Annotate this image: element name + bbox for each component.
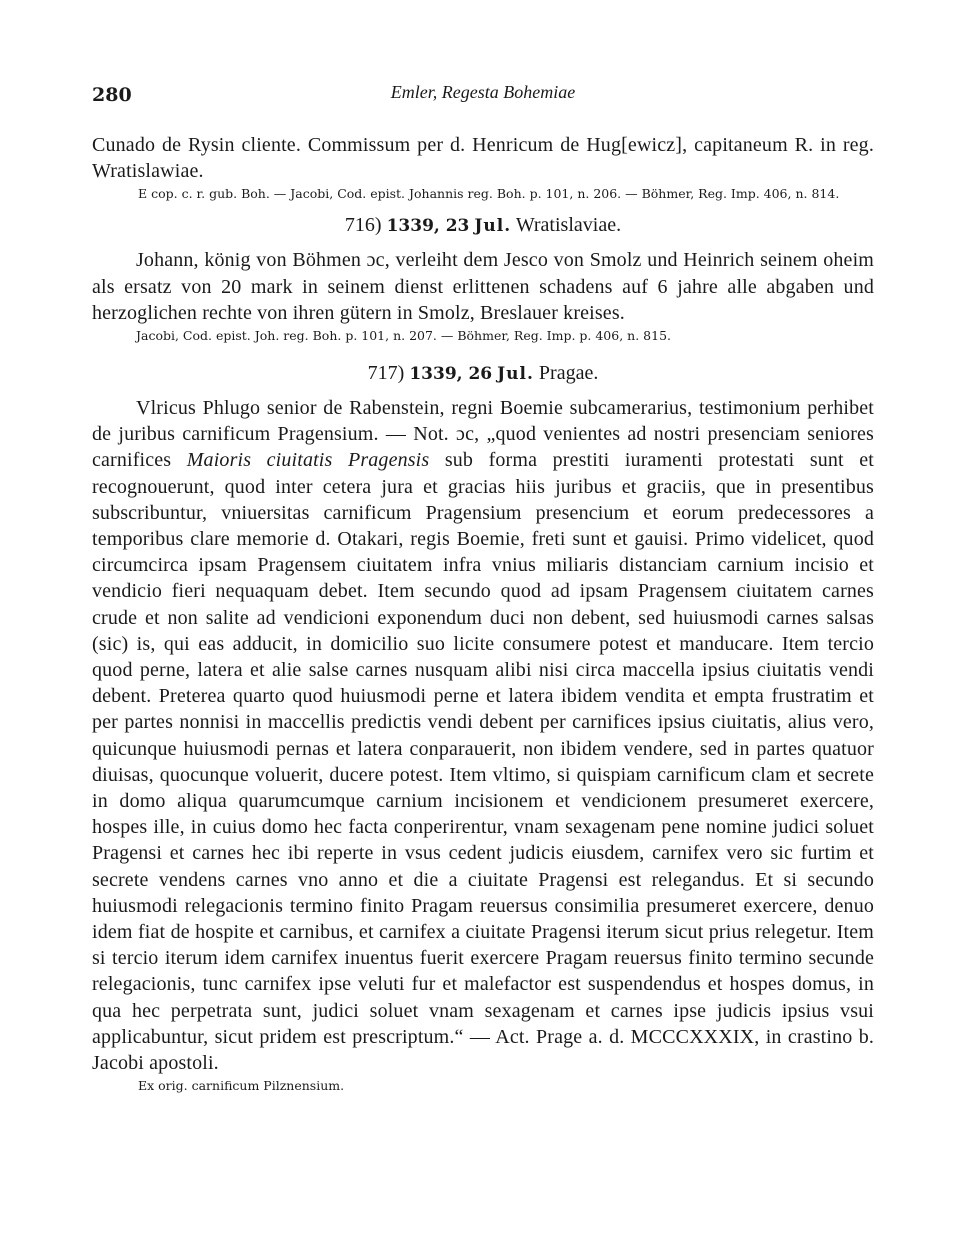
entry-717-date: 1339, 26 xyxy=(409,364,493,385)
running-head: Emler, Regesta Bohemiae xyxy=(390,82,576,102)
entry-716-number: 716) xyxy=(344,214,382,237)
previous-entry-text: Cunado de Rysin cliente. Commissum per d. Henricum de Hug[ewicz], capitaneum R. in reg. Wratislawiae. xyxy=(92,134,874,183)
entry-717-number: 717) xyxy=(367,362,405,385)
entry-717-heading xyxy=(92,362,874,385)
entry-717-text xyxy=(92,395,874,1076)
entry-717-text-part-2: sub forma prestiti iuramenti protestati sunt et recognouerunt, quod inter cetera jura et gracias hiis juribus et graciis, que in presentibus subscribuntur, vniuersitas carnificum Pragensium presencium et eorum predecessores a temporibus clare memorie d. Otakari, regis Boemie, freti sunt et gauisi. Primo videlicet, quod circumcirca ipsam Pragensem ciuitatem infra vnius miliaris distanciam carnium incisio et vendicio fieri nequaquam debet. Item secundo quod ad ipsam Pragensem ciuitatem carnes crude et non salite ad vendicioni exponendum duci non debent, sed huiusmodi carnes salsas (sic) is, qui eas adducit, in domicilio suo licite consumere potest et manducare. Item tercio quod perne, latera et alie salse carnes nusquam alibi nisi circa maccella ipsius ciuitatis vendi debent. Preterea quarto quod huiusmodi perne et latera ibidem vendita et empta frustratim et per partes nonnisi in maccellis predictis vendi debent per carnifices ipsius ciuitatis, alius vero, quicunque huiusmodi pernas et latera conparauerit, non ibidem vendere, sed in partes quatuor diuisas, quocunque voluerit, ducere potest. Item vltimo, si quispiam carnificum clam et secrete in domo aliqua quarumcumque carnium incisionem et vendicionem presumeret exercere, hospes ille, in cuius domo hec facta conperirentur, vnam sexagenam pene nomine judici soluet Pragensi et carnes hec ibi reperte in vsus cedent judicis eiusdem, carnifex vero sic furtim et secrete vendens carnes vno anno et die a ciuitate Pragensi est relegandus. Et si secundo huiusmodi relegacionis termino finito Pragam reuersus consimilia presumeret exercere, denuo idem fiat de hospite et carnibus, et carnifex a ciuitate Pragensi iterum sicut prius relegetur. Item si tercio iterum idem carnifex inuentus fuerit exercere Pragam reuersus finito termino secunde relegacionis, tunc carnifex ipse veluti fur et malefactor est suspendendus et hospes domus, in qua hec perpetrata sunt, judici soluet vnam sexagenam et carnes ipse judicis ipsius vsui applicabuntur, sicut pridem est prescriptum.“ — Act. Prage a. d. MCCCXXXIX, in crastino b. Jacobi apostoli. xyxy=(92,449,875,1075)
entry-716-place: Wratislaviae. xyxy=(515,214,622,237)
entry-717-text-italic: Maioris ciuitatis Pragensis xyxy=(186,449,430,472)
entry-716-month: Jul. xyxy=(474,216,512,237)
entry-716-text: Johann, könig von Böhmen ɔc, verleiht dem Jesco von Smolz und Heinrich seinem oheim als ersatz von 20 mark in seinem dienst erlittenen schadens auf 6 jahre alle abgaben und herzoglichen rechte von ihren gütern in Smolz, Breslauer kreises. xyxy=(92,249,874,324)
entry-717-source-note: Ex orig. carnificum Pilznensium. xyxy=(138,1078,345,1094)
entry-717-place: Pragae. xyxy=(538,362,599,385)
entry-716-date: 1339, 23 xyxy=(386,216,470,237)
page-number: 280 xyxy=(92,84,132,106)
page-header xyxy=(92,78,874,118)
entry-716-heading xyxy=(92,214,874,237)
previous-entry-source-note: E cop. c. r. gub. Boh. — Jacobi, Cod. epist. Johannis reg. Boh. p. 101, n. 206. — Böhmer, Reg. Imp. 406, n. 814. xyxy=(138,186,840,202)
entry-717-month: Jul. xyxy=(497,364,534,385)
entry-717-text-part-1: Vlricus Phlugo senior de Rabenstein, regni Boemie subcamerarius, testimonium perhibet de juribus carnificum Pragensium. — Not. ɔc, „quod venientes ad nostri presenciam seniores carnifices xyxy=(92,397,874,472)
entry-716-source-note: Jacobi, Cod. epist. Joh. reg. Boh. p. 101, n. 207. — Böhmer, Reg. Imp. p. 406, n. 815. xyxy=(136,328,671,344)
